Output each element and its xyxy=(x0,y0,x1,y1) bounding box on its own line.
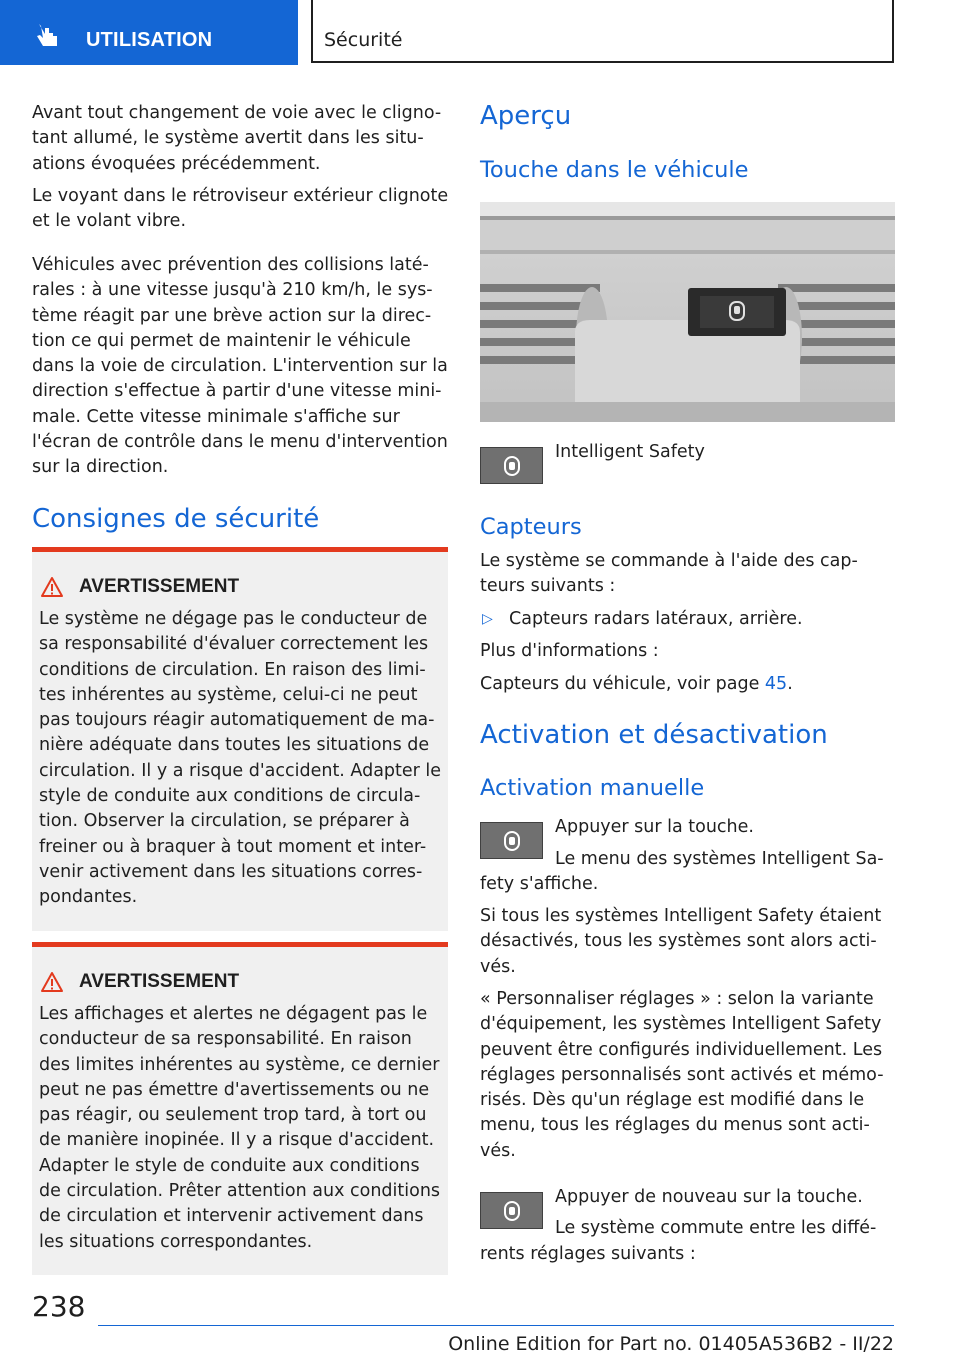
text-line: Adapter le style de conduite aux conditions xyxy=(39,1155,420,1176)
warning-title-1: AVERTISSEMENT xyxy=(79,576,240,597)
text-line: vés. xyxy=(480,956,516,977)
text-line: conducteur de sa responsabilité. En raison xyxy=(39,1029,412,1050)
text-line: dans la voie de circulation. L'intervention sur la xyxy=(32,356,448,377)
text-line: tes inhérentes au système, celui-ci ne peut xyxy=(39,684,418,705)
text-line: peuvent être configurés individuellement. Les xyxy=(480,1039,883,1060)
text-line: male. Cette vitesse minimale s'affiche sur xyxy=(32,406,400,427)
text-line: Si tous les systèmes Intelligent Safety étaient xyxy=(480,906,882,926)
bullet-arrow-icon: ▷ xyxy=(482,611,493,627)
warning-triangle-icon xyxy=(40,971,64,993)
text-line: désactivés, tous les systèmes sont alors acti- xyxy=(480,931,877,952)
intelligent-safety-button-icon xyxy=(480,822,543,859)
text-line: menu, tous les réglages du menus sont acti- xyxy=(480,1115,870,1136)
car-shield-icon xyxy=(504,456,520,476)
manual-step-2-line: fety s'affiche. xyxy=(480,874,599,894)
dashboard-button-photo xyxy=(480,202,895,422)
manual-paragraph-4 xyxy=(480,987,900,1164)
footer-divider xyxy=(98,1325,894,1326)
text-line: l'écran de contrôle dans le menu d'intervention xyxy=(32,432,448,453)
sensors-paragraph xyxy=(480,549,900,600)
text-line: les situations correspondantes. xyxy=(39,1231,313,1252)
text-line: et le volant vibre. xyxy=(32,211,187,232)
warning-title-2: AVERTISSEMENT xyxy=(79,971,240,992)
text-line: de manière inopinée. Il y a risque d'accident. xyxy=(39,1130,435,1151)
reference-end: . xyxy=(787,674,793,694)
chapter-title: UTILISATION xyxy=(86,29,213,51)
text-line: réglages personnalisés sont activés et mémo- xyxy=(480,1064,884,1085)
chapter-tab xyxy=(0,0,298,65)
button-heading: Touche dans le véhicule xyxy=(480,157,749,183)
pointing-hand-icon xyxy=(34,22,60,48)
text-line: de circulation et intervenir activement dans xyxy=(39,1206,424,1227)
warning-triangle-icon xyxy=(40,576,64,598)
text-line: d'équipement, les systèmes Intelligent Safety xyxy=(480,1014,882,1035)
manual-paragraph-3 xyxy=(480,904,900,980)
footer-edition: Online Edition for Part no. 01405A536B2 - II/22 xyxy=(448,1333,894,1355)
text-line: tème réagit par une brève action sur la direc- xyxy=(32,305,432,326)
text-line: Le système ne dégage pas le conducteur de xyxy=(39,609,428,629)
overview-heading: Aperçu xyxy=(480,101,572,131)
text-line: freiner ou à braquer à tout moment et inter- xyxy=(39,836,427,857)
text-line: Avant tout changement de voie avec le cligno- xyxy=(32,103,442,123)
text-line: ations évoquées précédemment. xyxy=(32,153,321,174)
intelligent-safety-button-icon xyxy=(480,1192,543,1229)
text-line: vés. xyxy=(480,1140,516,1161)
text-line: sur la direction. xyxy=(32,457,169,478)
button-caption: Intelligent Safety xyxy=(555,442,705,462)
mirror-paragraph xyxy=(32,184,452,235)
more-info-label: Plus d'informations : xyxy=(480,641,659,661)
reference-text: Capteurs du véhicule, voir page xyxy=(480,674,765,694)
text-line: tion. Observer la circulation, se préparer à xyxy=(39,811,410,832)
text-line: Véhicules avec prévention des collisions laté- xyxy=(32,255,429,275)
intro-paragraph xyxy=(32,101,452,177)
manual-activation-heading: Activation manuelle xyxy=(480,775,705,801)
text-line: risés. Dès qu'un réglage est modifié dans le xyxy=(480,1090,865,1111)
text-line: rales : à une vitesse jusqu'à 210 km/h, le sys- xyxy=(32,280,433,301)
again-step-2-line: rents réglages suivants : xyxy=(480,1244,696,1264)
text-line: Le voyant dans le rétroviseur extérieur clignote xyxy=(32,186,449,206)
intelligent-safety-button-icon xyxy=(480,447,543,484)
text-line: pas réagir, ou seulement trop tard, à tort ou xyxy=(39,1105,427,1126)
warning-text-1 xyxy=(39,607,444,911)
text-line: venir activement dans les situations corres- xyxy=(39,861,423,882)
text-line: conditions de circulation. En raison des limi- xyxy=(39,659,426,680)
text-line: Les affichages et alertes ne dégagent pas le xyxy=(39,1004,428,1024)
text-line: teurs suivants : xyxy=(480,576,616,597)
collision-paragraph xyxy=(32,253,452,481)
sensors-heading: Capteurs xyxy=(480,514,582,540)
section-title: Sécurité xyxy=(324,29,403,51)
car-shield-icon xyxy=(504,831,520,851)
manual-step-1: Appuyer sur la touche. xyxy=(555,817,754,837)
text-line: de circulation. Prêter attention aux conditions xyxy=(39,1181,441,1202)
text-line: direction s'effectue à partir d'une vitesse mini- xyxy=(32,381,442,402)
safety-heading: Consignes de sécurité xyxy=(32,504,320,534)
page-link[interactable]: 45 xyxy=(764,674,788,694)
again-step-2-line: Le système commute entre les diffé- xyxy=(555,1218,877,1238)
car-shield-icon xyxy=(504,1201,520,1221)
text-line: circulation. Il y a risque d'accident. Adapter le xyxy=(39,760,442,781)
activation-heading: Activation et désactivation xyxy=(480,720,828,750)
page-number: 238 xyxy=(32,1290,86,1323)
text-line: sa responsabilité d'évaluer correctement les xyxy=(39,634,429,655)
again-step-1: Appuyer de nouveau sur la touche. xyxy=(555,1187,863,1207)
text-line: peut ne pas émettre d'avertissements ou ne xyxy=(39,1079,430,1100)
bullet-item: Capteurs radars latéraux, arrière. xyxy=(509,609,803,629)
text-line: tant allumé, le système avertit dans les situ- xyxy=(32,128,424,149)
warning-text-2 xyxy=(39,1002,444,1255)
text-line: style de conduite aux conditions de circula- xyxy=(39,786,421,807)
text-line: des limites inhérentes au système, ce dernier xyxy=(39,1054,440,1075)
text-line: « Personnaliser réglages » : selon la variante xyxy=(480,989,874,1009)
text-line: Le système se commande à l'aide des cap- xyxy=(480,551,858,571)
text-line: nière adéquate dans toutes les situations de xyxy=(39,735,430,756)
manual-step-2-line: Le menu des systèmes Intelligent Sa- xyxy=(555,849,884,869)
sensors-reference xyxy=(480,672,793,697)
text-line: tion ce qui permet de maintenir le véhicule xyxy=(32,330,411,351)
text-line: pondantes. xyxy=(39,887,138,908)
text-line: pas toujours réagir automatiquement de ma- xyxy=(39,710,435,731)
